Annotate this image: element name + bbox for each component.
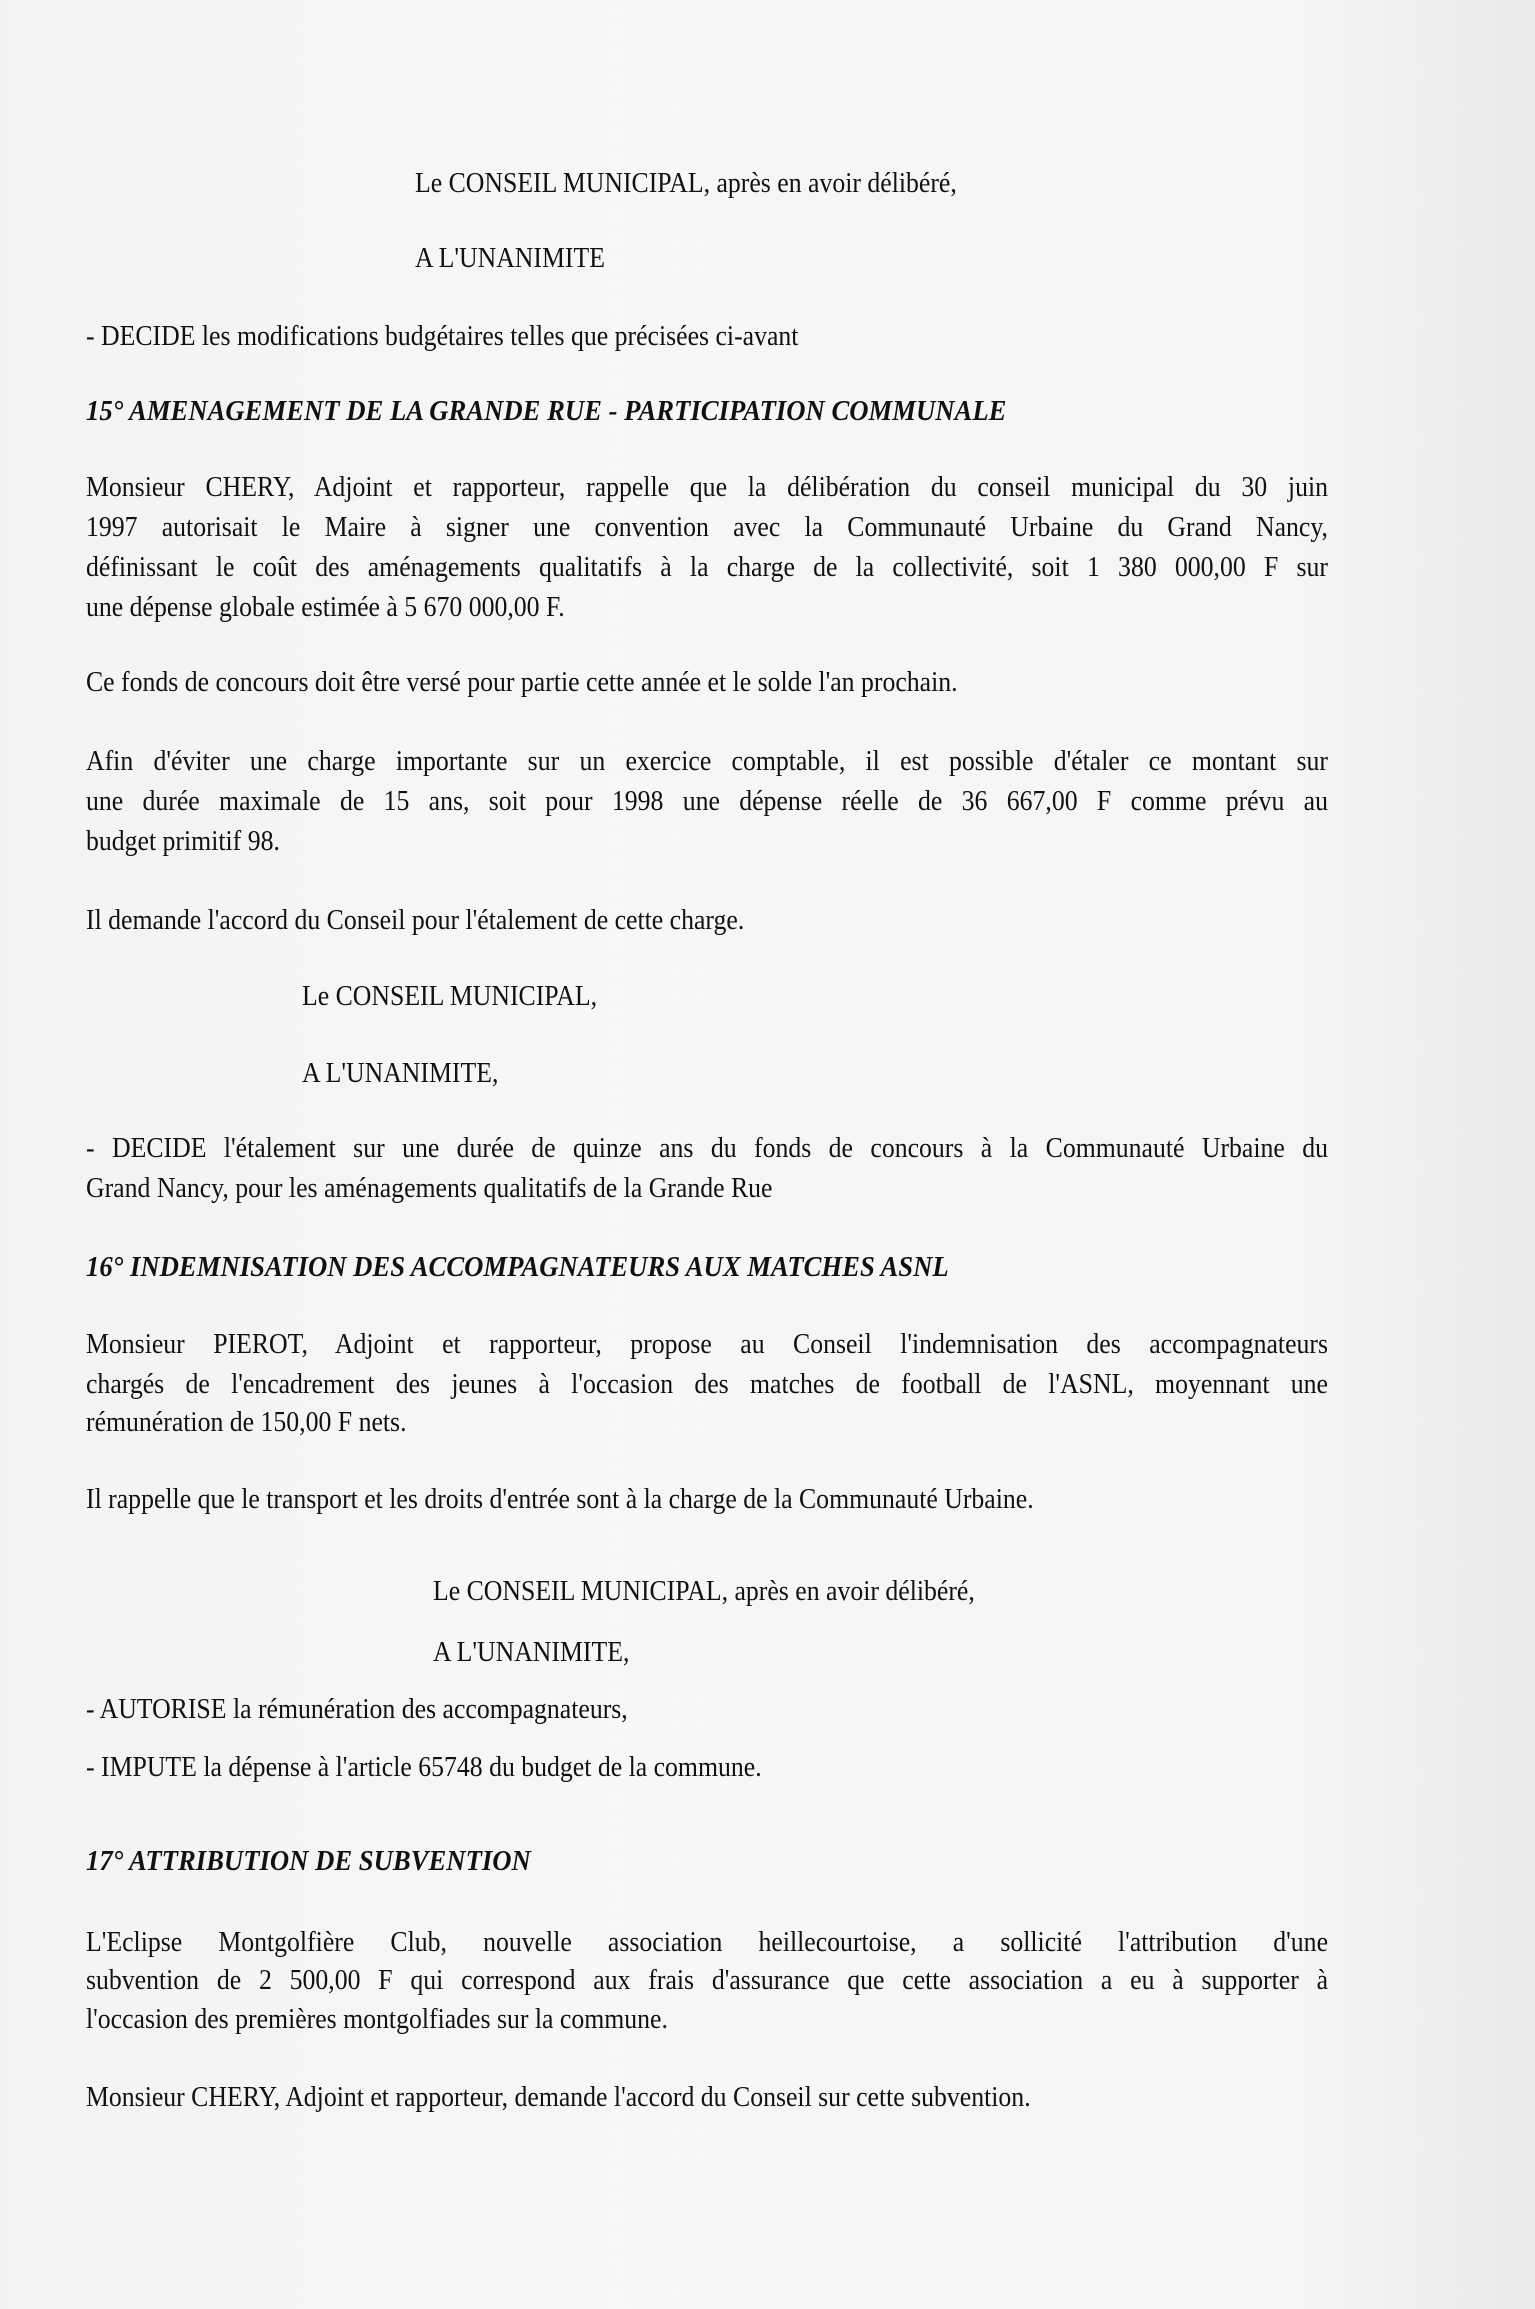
- section-16-decision-authorize: - AUTORISE la rémunération des accompagnateurs,: [86, 1694, 628, 1725]
- section-15-para3-line: budget primitif 98.: [86, 826, 280, 857]
- section-15-para3-line: Afin d'éviter une charge importante sur un exercice comptable, il est possible d'étaler ce montant sur: [86, 746, 1328, 777]
- section-17-heading: 17° ATTRIBUTION DE SUBVENTION: [86, 1845, 531, 1877]
- section-17-para1-line: subvention de 2 500,00 F qui correspond aux frais d'assurance que cette association a eu à supporter à: [86, 1965, 1328, 1996]
- section-15-decision-line: Grand Nancy, pour les aménagements qualitatifs de la Grande Rue: [86, 1173, 773, 1204]
- section-15-para1-line: définissant le coût des aménagements qualitatifs à la charge de la collectivité, soit 1 380 000,00 F sur: [86, 552, 1328, 583]
- section-15-para1-line: une dépense globale estimée à 5 670 000,00 F.: [86, 592, 565, 623]
- council-statement: Le CONSEIL MUNICIPAL, après en avoir délibéré,: [415, 168, 957, 199]
- section-15-heading: 15° AMENAGEMENT DE LA GRANDE RUE - PARTICIPATION COMMUNALE: [86, 395, 1007, 427]
- section-15-para3-line: une durée maximale de 15 ans, soit pour 1998 une dépense réelle de 36 667,00 F comme prévu au: [86, 786, 1328, 817]
- section-15-para4: Il demande l'accord du Conseil pour l'étalement de cette charge.: [86, 905, 745, 936]
- section-17-para1-line: L'Eclipse Montgolfière Club, nouvelle association heillecourtoise, a sollicité l'attribution d'une: [86, 1927, 1328, 1958]
- section-16-decision-impute: - IMPUTE la dépense à l'article 65748 du budget de la commune.: [86, 1752, 762, 1783]
- section-17-para2: Monsieur CHERY, Adjoint et rapporteur, demande l'accord du Conseil sur cette subvention.: [86, 2082, 1031, 2113]
- section-15-council: Le CONSEIL MUNICIPAL,: [302, 981, 598, 1012]
- section-15-para2: Ce fonds de concours doit être versé pour partie cette année et le solde l'an prochain.: [86, 667, 958, 698]
- section-15-para1-line: Monsieur CHERY, Adjoint et rapporteur, rappelle que la délibération du conseil municipal du 30 juin: [86, 472, 1328, 503]
- section-16-unanimity: A L'UNANIMITE,: [433, 1637, 630, 1668]
- section-16-para2: Il rappelle que le transport et les droits d'entrée sont à la charge de la Communauté Urbaine.: [86, 1484, 1034, 1515]
- section-16-heading: 16° INDEMNISATION DES ACCOMPAGNATEURS AUX MATCHES ASNL: [86, 1251, 949, 1283]
- section-15-unanimity: A L'UNANIMITE,: [302, 1058, 499, 1089]
- decision-text: - DECIDE les modifications budgétaires telles que précisées ci-avant: [86, 321, 799, 352]
- section-16-para1-line: rémunération de 150,00 F nets.: [86, 1407, 407, 1438]
- section-16-para1-line: chargés de l'encadrement des jeunes à l'occasion des matches de football de l'ASNL, moyennant une: [86, 1369, 1328, 1400]
- unanimity-statement: A L'UNANIMITE: [415, 243, 605, 274]
- section-16-council: Le CONSEIL MUNICIPAL, après en avoir délibéré,: [433, 1576, 975, 1607]
- section-15-decision-line: - DECIDE l'étalement sur une durée de quinze ans du fonds de concours à la Communauté Urbaine du: [86, 1133, 1328, 1164]
- section-16-para1-line: Monsieur PIEROT, Adjoint et rapporteur, propose au Conseil l'indemnisation des accompagnateurs: [86, 1329, 1328, 1360]
- section-17-para1-line: l'occasion des premières montgolfiades sur la commune.: [86, 2004, 668, 2035]
- section-15-para1-line: 1997 autorisait le Maire à signer une convention avec la Communauté Urbaine du Grand Nancy,: [86, 512, 1328, 543]
